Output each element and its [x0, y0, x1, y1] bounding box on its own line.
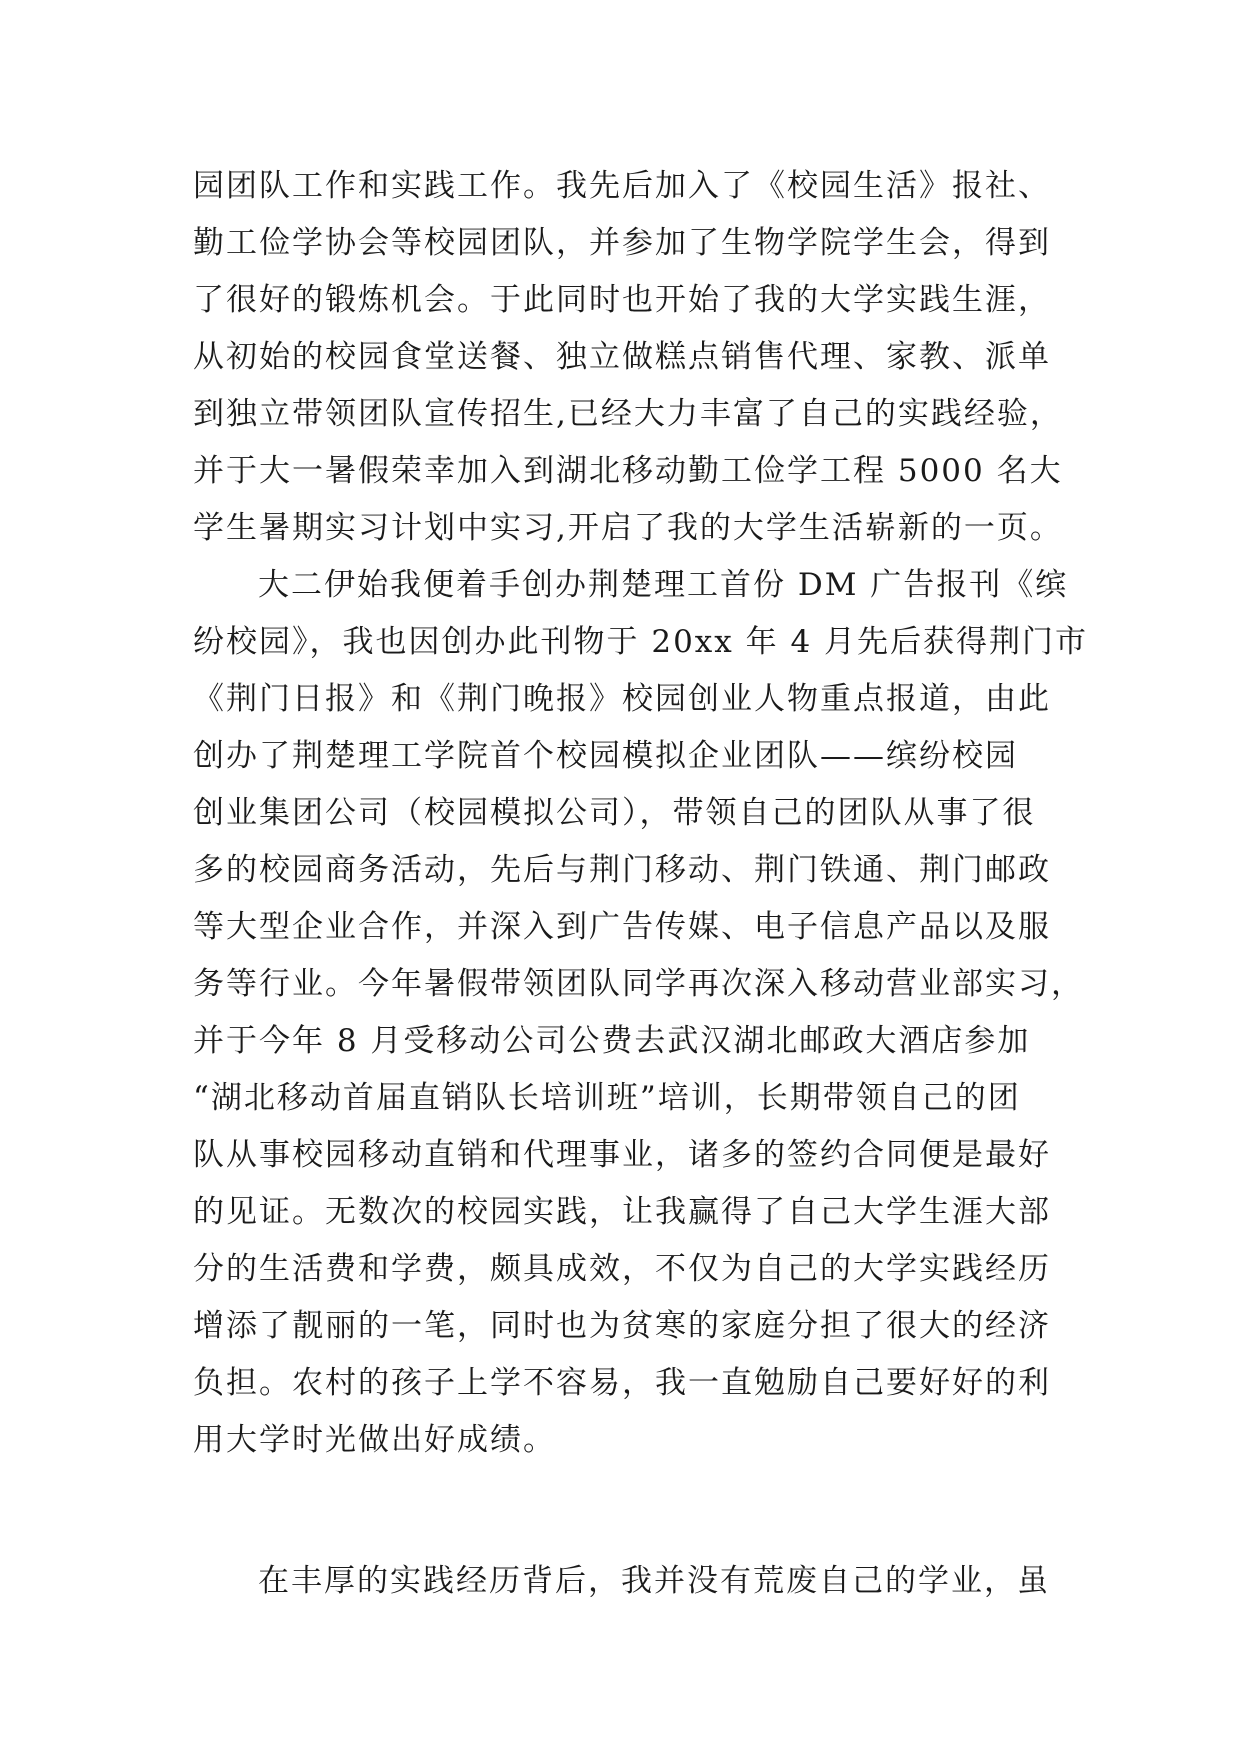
paragraph-line: “湖北移动首届直销队长培训班”培训，长期带领自己的团	[193, 1080, 1021, 1116]
paragraph-line: 增添了靓丽的一笔，同时也为贫寒的家庭分担了很大的经济	[193, 1308, 1051, 1344]
paragraph-line: 务等行业。今年暑假带领团队同学再次深入移动营业部实习，	[193, 966, 1084, 1002]
paragraph-line: 多的校园商务活动，先后与荆门移动、荆门铁通、荆门邮政	[193, 852, 1051, 888]
paragraph-line: 学生暑期实习计划中实习,开启了我的大学生活崭新的一页。	[193, 510, 1063, 546]
paragraph-line: 分的生活费和学费，颇具成效，不仅为自己的大学实践经历	[193, 1251, 1051, 1287]
paragraph-line: 等大型企业合作，并深入到广告传媒、电子信息产品以及服	[193, 909, 1051, 945]
paragraph-line: 从初始的校园食堂送餐、独立做糕点销售代理、家教、派单	[193, 339, 1051, 375]
paragraph-line: 创业集团公司（校园模拟公司），带领自己的团队从事了很	[193, 795, 1036, 831]
paragraph-line: 的见证。无数次的校园实践，让我赢得了自己大学生涯大部	[193, 1194, 1051, 1230]
paragraph-line: 园团队工作和实践工作。我先后加入了《校园生活》报社、	[193, 168, 1051, 204]
paragraph-line: 勤工俭学协会等校园团队，并参加了生物学院学生会，得到	[193, 225, 1051, 261]
paragraph-line: 负担。农村的孩子上学不容易，我一直勉励自己要好好的利	[193, 1365, 1051, 1401]
paragraph-line: 了很好的锻炼机会。于此同时也开始了我的大学实践生涯，	[193, 282, 1051, 318]
paragraph-2	[193, 557, 1089, 1526]
paragraph-line: 队从事校园移动直销和代理事业，诸多的签约合同便是最好	[193, 1137, 1051, 1173]
paragraph-line: 到独立带领团队宣传招生,已经大力丰富了自己的实践经验，	[193, 396, 1063, 432]
paragraph-line: 纷校园》，我也因创办此刊物于 20xx 年 4 月先后获得荆门市	[193, 624, 1089, 660]
paragraph-1	[193, 158, 1073, 557]
paragraph-line: 在丰厚的实践经历背后，我并没有荒废自己的学业，虽	[258, 1563, 1050, 1599]
paragraph-3	[193, 1553, 1073, 1610]
paragraph-line	[193, 1469, 1073, 1526]
paragraph-line: 创办了荆楚理工学院首个校园模拟企业团队——缤纷校园	[193, 738, 1018, 774]
paragraph-line: 大二伊始我便着手创办荆楚理工首份 DM 广告报刊《缤	[258, 567, 1069, 603]
paragraph-line: 并于大一暑假荣幸加入到湖北移动勤工俭学工程 5000 名大	[193, 453, 1063, 489]
document-body	[193, 158, 1089, 1610]
paragraph-line: 《荆门日报》和《荆门晚报》校园创业人物重点报道，由此	[193, 681, 1051, 717]
paragraph-line: 并于今年 8 月受移动公司公费去武汉湖北邮政大酒店参加	[193, 1023, 1031, 1059]
paragraph-gap	[193, 1526, 1073, 1553]
paragraph-line: 用大学时光做出好成绩。	[193, 1422, 556, 1458]
